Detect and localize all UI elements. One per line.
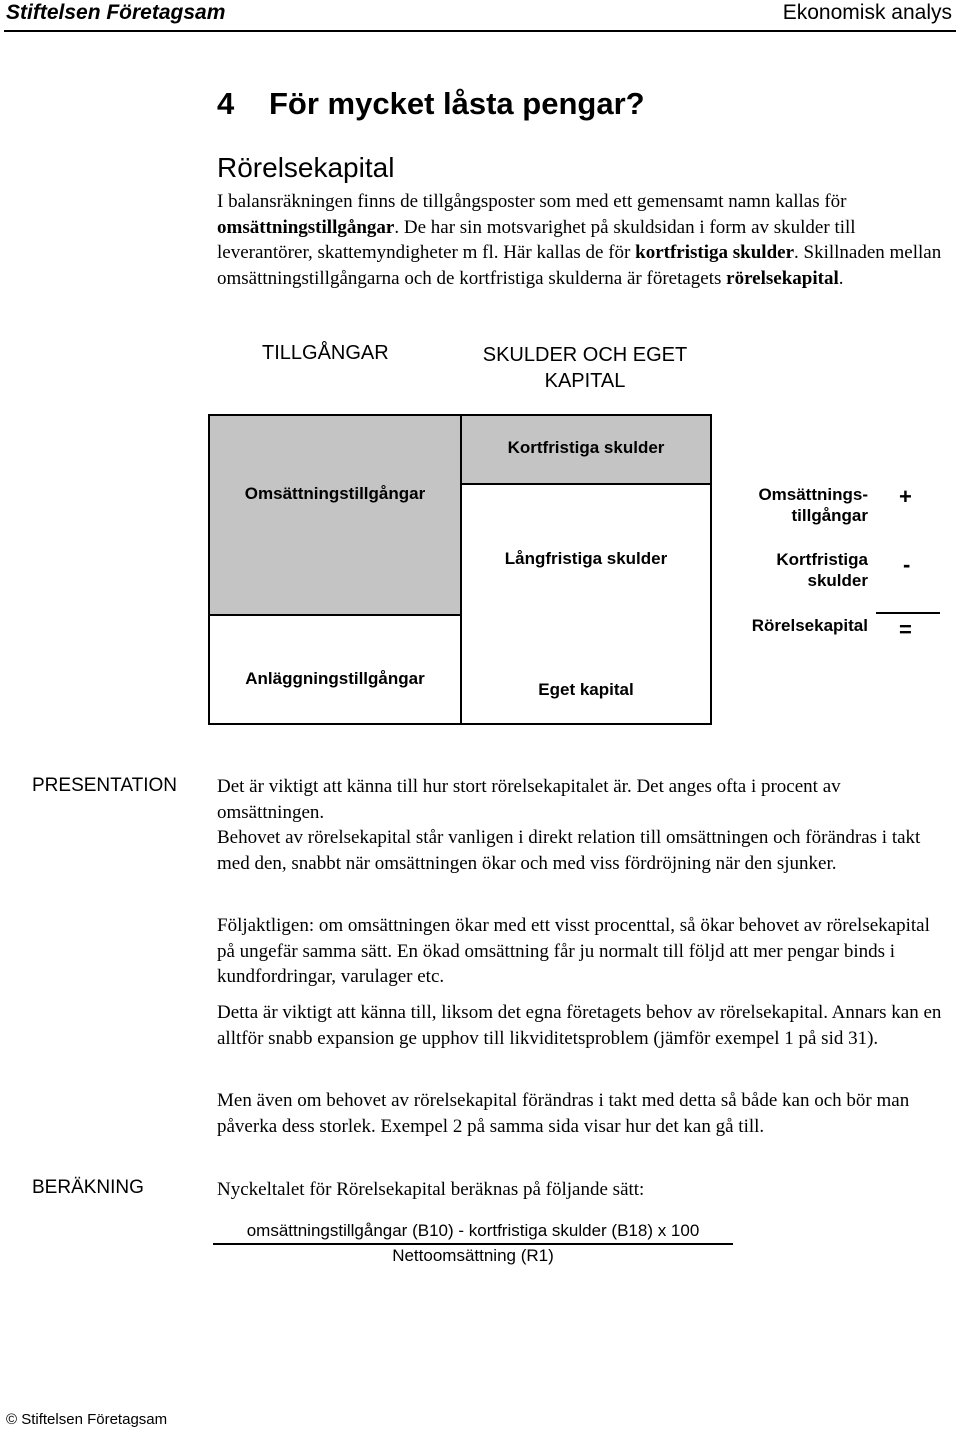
calc-short-term-line2: skulder	[807, 571, 868, 590]
intro-text-1: I balansräkningen finns de tillgångsposter som med ett gemensamt namn kallas för	[217, 191, 847, 212]
fixed-assets-label: Anläggningstillgångar	[245, 669, 425, 688]
formula-numerator: omsättningstillgångar (B10) - kortfristiga skulder (B18) x 100	[213, 1221, 733, 1245]
presentation-paragraph-5: Men även om behovet av rörelsekapital förändras i takt med detta så både kan och bör man påverka dess storlek. Exempel 2 på samma sida visar hur det kan gå till.	[217, 1090, 910, 1137]
calc-short-term-liabilities	[720, 549, 868, 591]
chapter-title: För mycket låsta pengar?	[269, 86, 645, 121]
intro-term-current-assets: omsättningstillgångar	[217, 216, 395, 238]
plus-operator: +	[899, 484, 912, 509]
footer-copyright: © Stiftelsen Företagsam	[6, 1411, 168, 1428]
formula-denominator: Nettoomsättning (R1)	[392, 1246, 554, 1265]
equity-label: Eget kapital	[538, 680, 634, 699]
presentation-paragraph-3: Följaktligen: om omsättningen ökar med ett visst procenttal, så ökar behovet av rörelsekapital på ungefär samma sätt. En ökad omsättning får ju normalt till följd att mer pengar binds i kundfordringar, varulager etc.	[217, 915, 930, 987]
short-term-liabilities-label: Kortfristiga skulder	[507, 438, 665, 457]
equals-operator: =	[899, 617, 912, 642]
sum-line	[876, 612, 940, 614]
intro-text-4: .	[838, 267, 844, 289]
intro-text-3: . Skillnaden mellan omsättningstillgångarna och de kortfristiga skulderna är företagets	[217, 242, 942, 289]
presentation-paragraph-1: Det är viktigt att känna till hur stort rörelsekapitalet är. Det anges ofta i procent av omsättningen.	[217, 776, 841, 823]
intro-paragraph	[217, 189, 947, 291]
current-assets-box	[208, 414, 462, 616]
diagram-heading-liabilities-equity: SKULDER OCH EGET KAPITAL	[482, 344, 688, 392]
calc-current-assets-line2: tillgångar	[791, 506, 868, 525]
presentation-paragraph-2: Behovet av rörelsekapital står vanligen i direkt relation till omsättningen och förändras i takt med den, snabbt när omsättningen ökar och med viss fördröjning när den sjunker.	[217, 827, 921, 874]
header-divider	[4, 30, 956, 32]
presentation-label: PRESENTATION	[32, 775, 177, 796]
header-document-title: Ekonomisk analys	[782, 1, 952, 24]
intro-term-working-capital: rörelsekapital	[726, 267, 839, 289]
calculation-label: BERÄKNING	[32, 1177, 144, 1198]
calc-current-assets-line1: Omsättnings-	[758, 485, 868, 504]
minus-operator: -	[903, 552, 911, 577]
chapter-heading	[217, 86, 645, 122]
calc-current-assets	[720, 484, 868, 526]
section-title: Rörelsekapital	[217, 152, 395, 183]
presentation-paragraph-4: Detta är viktigt att känna till, liksom det egna företagets behov av rörelsekapital. Annars kan en alltför snabb expansion ge upphov till likviditetsproblem (jämför exempel 1 på sid 31).	[217, 1002, 942, 1049]
current-assets-label: Omsättningstillgångar	[244, 484, 426, 503]
long-term-liabilities-label: Långfristiga skulder	[504, 549, 668, 568]
intro-text-2: . De har sin motsvarighet på skuldsidan i form av skulder till leverantörer, skattemyndigheter m fl. Här kallas de för	[217, 216, 856, 263]
diagram-heading-assets: TILLGÅNGAR	[262, 342, 389, 364]
header-organization: Stiftelsen Företagsam	[6, 1, 226, 24]
intro-term-short-term-liabilities: kortfristiga skulder	[635, 242, 794, 263]
calc-short-term-line1: Kortfristiga	[776, 550, 868, 569]
chapter-number: 4	[217, 86, 235, 121]
calculation-intro: Nyckeltalet för Rörelsekapital beräknas på följande sätt:	[217, 1179, 645, 1200]
calc-working-capital: Rörelsekapital	[751, 616, 868, 635]
